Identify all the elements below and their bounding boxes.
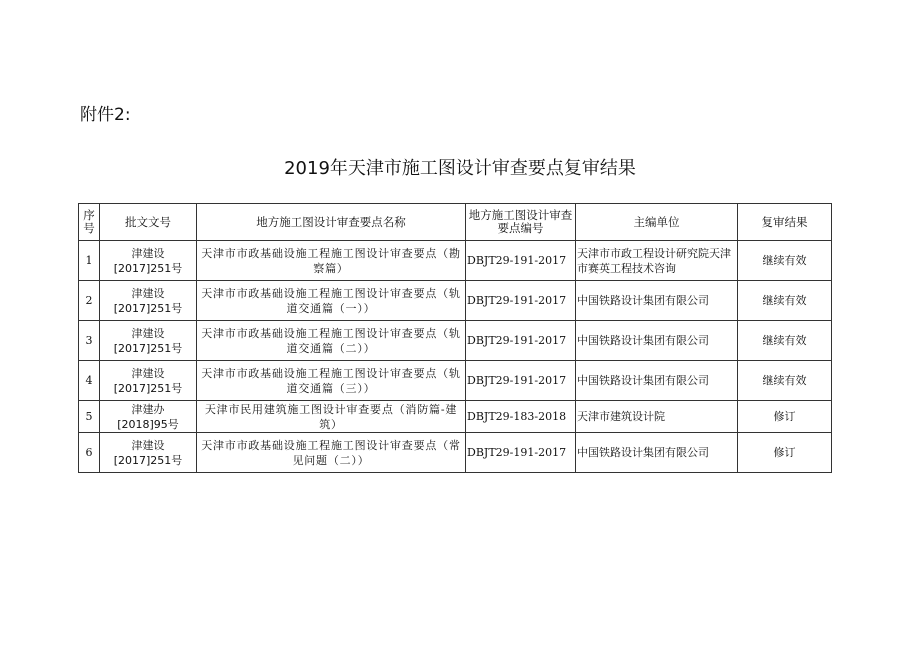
row-result: 修订 [738,433,832,473]
doc-number-line1: 津建办 [131,402,165,416]
row-result: 继续有效 [738,241,832,281]
row-name: 天津市市政基础设施工程施工图设计审查要点（轨道交通篇（三）） [197,361,466,401]
table-row [79,433,832,473]
header-name: 地方施工图设计审查要点名称 [197,204,466,241]
header-editor-unit: 主编单位 [576,204,738,241]
row-editor-unit: 天津市建筑设计院 [576,401,738,433]
header-doc-number: 批文文号 [100,204,197,241]
table-row [79,401,832,433]
doc-number-line2: [2018]95号 [117,417,179,431]
row-no: 3 [79,321,100,361]
row-code: DBJT29-191-2017 [466,361,576,401]
header-no: 序号 [79,204,100,241]
doc-number-line1: 津建设 [131,246,165,260]
table-row [79,241,832,281]
table-row [79,281,832,321]
row-code: DBJT29-191-2017 [466,433,576,473]
doc-number-line2: [2017]251号 [113,341,183,355]
row-code: DBJT29-191-2017 [466,321,576,361]
doc-number-line1: 津建设 [131,286,165,300]
row-no: 6 [79,433,100,473]
row-editor-unit: 中国铁路设计集团有限公司 [576,281,738,321]
row-result: 继续有效 [738,321,832,361]
row-no: 2 [79,281,100,321]
header-code: 地方施工图设计审查要点编号 [466,204,576,241]
doc-number-line1: 津建设 [131,366,165,380]
row-name: 天津市市政基础设施工程施工图设计审查要点（勘察篇） [197,241,466,281]
row-name: 天津市市政基础设施工程施工图设计审查要点（轨道交通篇（二）） [197,321,466,361]
row-code: DBJT29-183-2018 [466,401,576,433]
doc-number-line1: 津建设 [131,438,165,452]
row-result: 继续有效 [738,281,832,321]
row-name: 天津市市政基础设施工程施工图设计审查要点（常见问题（二）） [197,433,466,473]
row-editor-unit: 中国铁路设计集团有限公司 [576,433,738,473]
row-no: 1 [79,241,100,281]
row-editor-unit: 天津市市政工程设计研究院天津市赛英工程技术咨询 [576,241,738,281]
attachment-label: 附件2: [80,105,131,125]
table-header-row [79,204,832,241]
row-result: 继续有效 [738,361,832,401]
row-editor-unit: 中国铁路设计集团有限公司 [576,361,738,401]
row-doc-number [100,281,197,321]
table-row [79,361,832,401]
document-title: 2019年天津市施工图设计审查要点复审结果 [284,158,636,179]
doc-number-line2: [2017]251号 [113,301,183,315]
row-doc-number [100,321,197,361]
row-result: 修订 [738,401,832,433]
row-no: 4 [79,361,100,401]
row-doc-number [100,433,197,473]
header-result: 复审结果 [738,204,832,241]
row-doc-number [100,401,197,433]
row-name: 天津市市政基础设施工程施工图设计审查要点（轨道交通篇（一）） [197,281,466,321]
review-results-table [78,203,832,473]
doc-number-line2: [2017]251号 [113,381,183,395]
doc-number-line2: [2017]251号 [113,453,183,467]
table-row [79,321,832,361]
row-editor-unit: 中国铁路设计集团有限公司 [576,321,738,361]
row-doc-number [100,241,197,281]
row-code: DBJT29-191-2017 [466,241,576,281]
row-no: 5 [79,401,100,433]
row-name: 天津市民用建筑施工图设计审查要点（消防篇-建筑） [197,401,466,433]
row-code: DBJT29-191-2017 [466,281,576,321]
doc-number-line1: 津建设 [131,326,165,340]
doc-number-line2: [2017]251号 [113,261,183,275]
row-doc-number [100,361,197,401]
